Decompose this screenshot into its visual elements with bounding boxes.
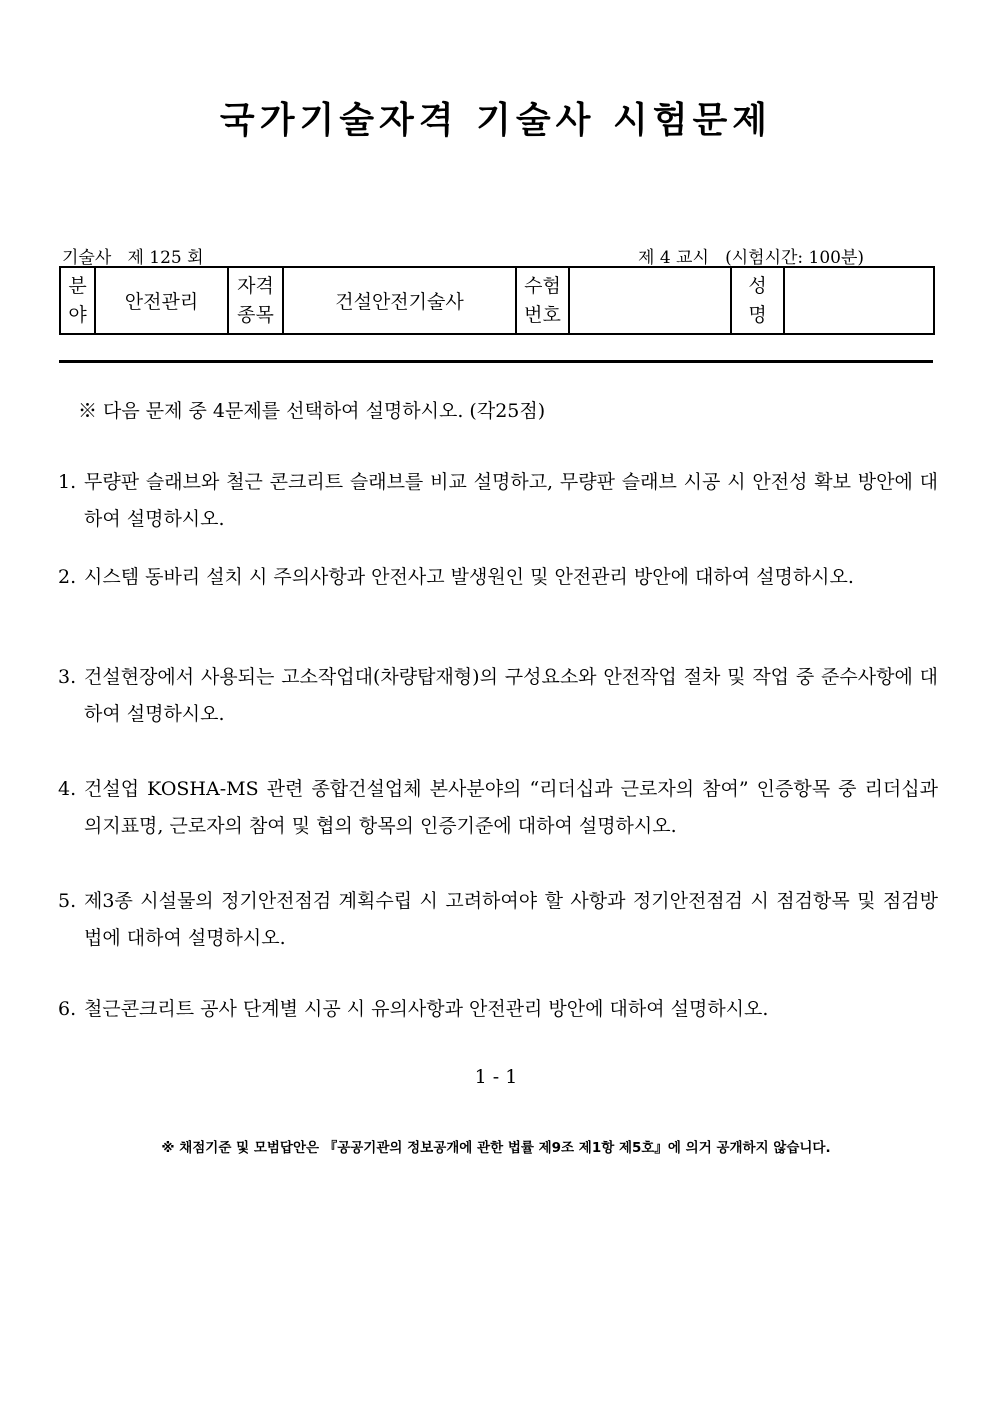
field-label-cell bbox=[60, 267, 95, 334]
field-value-cell: 안전관리 bbox=[95, 267, 228, 334]
question-6 bbox=[58, 991, 938, 1028]
question-number: 2. bbox=[58, 566, 77, 588]
qual-label-line2: 종목 bbox=[237, 303, 274, 326]
name-label-line2: 명 bbox=[748, 303, 767, 326]
page-number: 1 - 1 bbox=[474, 1066, 518, 1088]
question-number: 4. bbox=[58, 778, 77, 800]
question-4 bbox=[58, 771, 938, 845]
question-text: 무량판 슬래브와 철근 콘크리트 슬래브를 비교 설명하고, 무량판 슬래브 시공 시 안전성 확보 방안에 대하여 설명하시오. bbox=[84, 471, 938, 530]
question-2 bbox=[58, 559, 938, 596]
question-text: 시스템 동바리 설치 시 주의사항과 안전사고 발생원인 및 안전관리 방안에 대하여 설명하시오. bbox=[84, 566, 854, 588]
name-value-cell[interactable] bbox=[784, 267, 934, 334]
document-title: 국가기술자격 기술사 시험문제 bbox=[219, 99, 773, 141]
instruction-text: ※ 다음 문제 중 4문제를 선택하여 설명하시오. (각25점) bbox=[78, 400, 546, 422]
field-label-line2: 야 bbox=[68, 303, 87, 326]
qual-value-cell: 건설안전기술사 bbox=[283, 267, 516, 334]
examno-value-cell[interactable] bbox=[569, 267, 731, 334]
examno-label-line2: 번호 bbox=[524, 303, 561, 326]
exam-round: 기술사 제 125 회 bbox=[62, 248, 204, 268]
question-5 bbox=[58, 883, 938, 957]
exam-info-table bbox=[59, 266, 935, 335]
examno-label-line1: 수험 bbox=[524, 274, 561, 297]
qual-label-line1: 자격 bbox=[237, 274, 274, 297]
question-text: 철근콘크리트 공사 단계별 시공 시 유의사항과 안전관리 방안에 대하여 설명하시오. bbox=[84, 998, 769, 1020]
footnote: ※ 채점기준 및 모범답안은 『공공기관의 정보공개에 관한 법률 제9조 제1항 제5호』에 의거 공개하지 않습니다. bbox=[161, 1140, 831, 1156]
question-text: 건설현장에서 사용되는 고소작업대(차량탑재형)의 구성요소와 안전작업 절차 및 작업 중 준수사항에 대하여 설명하시오. bbox=[84, 666, 938, 725]
question-1 bbox=[58, 464, 938, 538]
question-number: 6. bbox=[58, 998, 77, 1020]
question-text: 건설업 KOSHA-MS 관련 종합건설업체 본사분야의 “리더십과 근로자의 참여” 인증항목 중 리더십과 의지표명, 근로자의 참여 및 협의 항목의 인증기준에 대하여 설명하시오. bbox=[84, 778, 938, 837]
examno-label-cell bbox=[516, 267, 569, 334]
name-label-cell bbox=[731, 267, 784, 334]
question-number: 3. bbox=[58, 666, 77, 688]
header-divider bbox=[59, 360, 933, 363]
qual-label-cell bbox=[228, 267, 283, 334]
session-info: 제 4 교시 (시험시간: 100분) bbox=[638, 248, 865, 268]
field-label-line1: 분 bbox=[68, 274, 87, 297]
question-number: 5. bbox=[58, 890, 77, 912]
question-text: 제3종 시설물의 정기안전점검 계획수립 시 고려하여야 할 사항과 정기안전점검 시 점검항목 및 점검방법에 대하여 설명하시오. bbox=[84, 890, 938, 949]
question-number: 1. bbox=[58, 471, 77, 493]
name-label-line1: 성 bbox=[748, 274, 767, 297]
question-3 bbox=[58, 659, 938, 733]
